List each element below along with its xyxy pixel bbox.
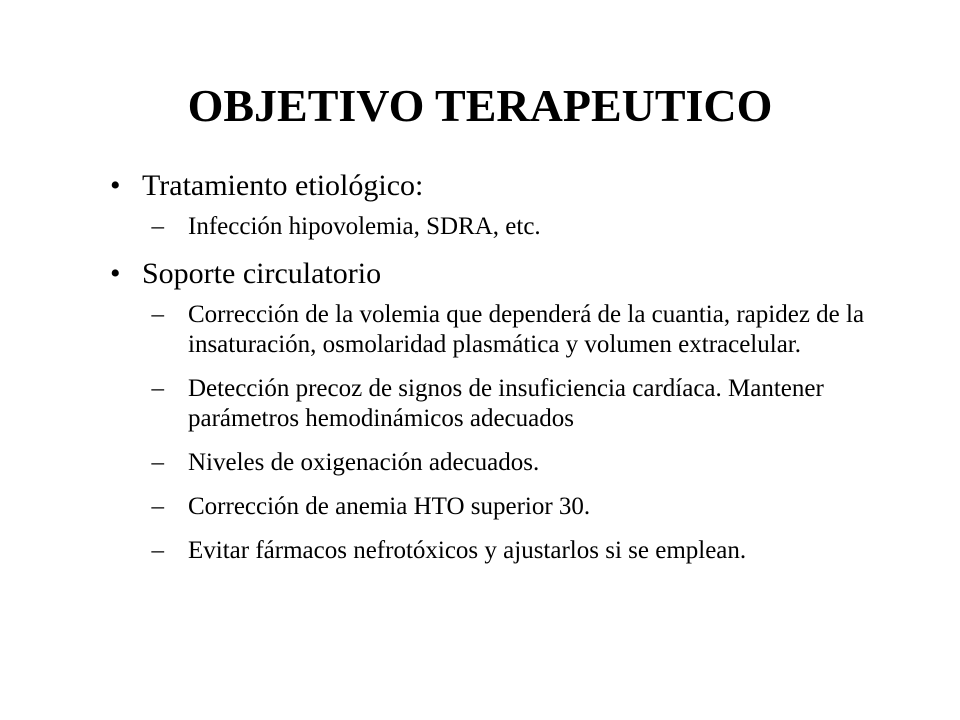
bullet-text: Soporte circulatorio: [142, 257, 382, 290]
sub-list: [142, 212, 910, 242]
dash-mark: –: [151, 301, 164, 328]
dash-mark: –: [151, 213, 164, 240]
dash-mark: –: [151, 449, 164, 476]
sub-item: [140, 374, 910, 434]
dash-mark: –: [151, 375, 164, 402]
bullet-list: [110, 168, 910, 580]
bullet-text: Tratamiento etiológico:: [142, 169, 424, 202]
sub-item-text: Corrección de la volemia que dependerá de la cuantia, rapidez de la insaturación, osmolaridad plasmática y volumen extracelular.: [188, 301, 865, 358]
bullet-item: [110, 168, 910, 242]
sub-item-text: Corrección de anemia HTO superior 30.: [188, 493, 591, 520]
sub-item: [140, 536, 910, 566]
bullet-item: [110, 256, 910, 566]
bullet-dot: •: [110, 257, 121, 290]
sub-list: [142, 300, 910, 566]
sub-item-text: Evitar fármacos nefrotóxicos y ajustarlos si se emplean.: [188, 537, 747, 564]
slide-title: OBJETIVO TERAPEUTICO: [187, 80, 773, 131]
bullet-dot: •: [110, 169, 121, 202]
sub-item: [140, 492, 910, 522]
sub-item-text: Infección hipovolemia, SDRA, etc.: [188, 213, 541, 240]
sub-item: [140, 212, 910, 242]
dash-mark: –: [151, 493, 164, 520]
dash-mark: –: [151, 537, 164, 564]
sub-item: [140, 448, 910, 478]
sub-item-text: Detección precoz de signos de insuficiencia cardíaca. Mantener parámetros hemodinámicos adecuados: [188, 375, 824, 432]
sub-item-text: Niveles de oxigenación adecuados.: [188, 449, 540, 476]
sub-item: [140, 300, 910, 360]
